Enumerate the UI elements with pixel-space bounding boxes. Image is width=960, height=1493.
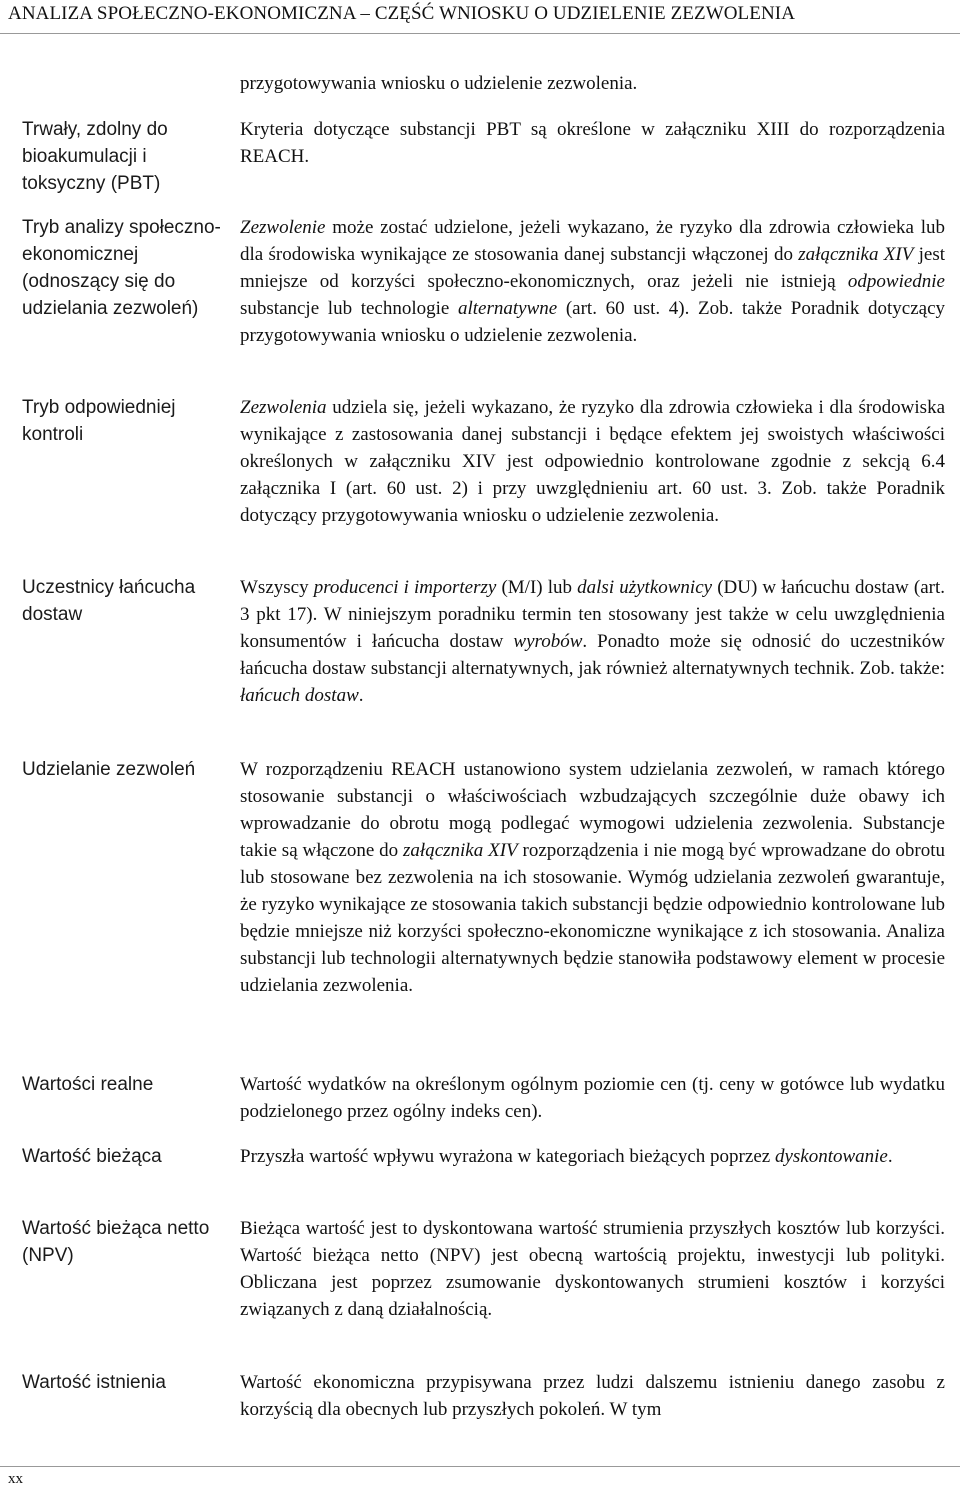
footer-divider [0,1466,960,1467]
definition-supply-chain-part: dalsi użytkownicy [577,577,713,598]
term-supply-chain-actors: Uczestnicy łańcucha dostaw [22,577,196,625]
definition-sea-route-part: może zostać udzielone, jeżeli wykazano, że ryzyko dla zdrowia człowieka lub dla środowiska wynikające ze stosowania danej substancji włączonej do [240,217,945,265]
definition-pbt: Kryteria dotyczące substancji PBT są określone w załączniku XIII do rozporządzenia REACH. [240,119,945,167]
definition-supply-chain-part: (DU) w łańcuchu dostaw (art. 3 pkt 17). W niniejszym poradniku termin ten stosowany jest także w celu uwzględnienia konsumentów i łańcucha dostaw [240,577,946,652]
term-sea-route: Tryb analizy społeczno-ekonomicznej (odnoszący się do udzielania zezwoleń) [22,217,221,319]
definition-supply-chain-part: łańcuch dostaw [240,685,359,706]
definition-sea-route-part: załącznika XIV [798,244,914,265]
definition-present-value-part: . [887,1146,893,1167]
definition-real-values: Wartość wydatków na określonym ogólnym poziomie cen (tj. ceny w gotówce lub wydatku podzielonego przez ogólny indeks cen). [240,1074,945,1122]
running-header: ANALIZA SPOŁECZNO-EKONOMICZNA – CZĘŚĆ WNIOSKU O UDZIELENIE ZEZWOLENIA [8,3,796,24]
definition-sea-route-part: Zezwolenie [240,217,326,238]
definition-authorisation-part: W rozporządzeniu REACH ustanowiono system udzielania zezwoleń, w ramach którego stosowanie substancji o właściwościach wzbudzających szczególnie duże obawy ich wprowadzanie do obrotu mogą podlegać wymogowi udzielenia zezwolenia. Substancje takie są włączone do [240,759,945,861]
definition-existence-value: Wartość ekonomiczna przypisywana przez ludzi dalszemu istnieniu danego zasobu z korzyścią dla obecnych lub przyszłych pokoleń. W tym [240,1372,945,1420]
term-adequate-control: Tryb odpowiedniej kontroli [22,397,176,445]
term-existence-value: Wartość istnienia [22,1372,166,1393]
definition-supply-chain-part: . Ponadto może się odnosić do uczestników łańcucha dostaw substancji alternatywnych, jak również alternatywnych technik. Zob. także: [240,631,945,679]
definition-sea-route-part: jest mniejsze od korzyści społeczno-ekonomicznych, oraz jeżeli nie istnieją [240,244,945,292]
definition-sea-route-part: substancje lub technologie [240,298,458,319]
term-authorisation: Udzielanie zezwoleń [22,759,196,780]
definition-adequate-control-part: udziela się, jeżeli wykazano, że ryzyko dla zdrowia człowieka i dla środowiska wynikające z zastosowania danej substancji i będące efektem jej swoistych właściwości określonych w załączniku XIV jest odpowiednio kontrolowane zgodnie z sekcją 6.4 załącznika I (art. 60 ust. 2) i przy uwzględnieniu art. 60 ust. 3. Zob. także Poradnik dotyczący przygotowywania wniosku o udzielenie zezwolenia. [240,397,945,526]
definition-supply-chain-part: (M/I) lub [496,577,578,598]
term-present-value: Wartość bieżąca [22,1146,162,1167]
term-pbt: Trwały, zdolny do bioakumulacji i toksyczny (PBT) [22,119,168,194]
definition-supply-chain-part: Wszyscy [240,577,314,598]
definition-present-value-part: Przyszła wartość wpływu wyrażona w kategoriach bieżących poprzez [240,1146,775,1167]
definition-present-value [240,1143,945,1170]
page-number: xx [8,1471,23,1487]
definition-present-value-part: dyskontowanie [774,1146,888,1167]
definition-npv: Bieżąca wartość jest to dyskontowana wartość strumienia przyszłych kosztów lub korzyści. Wartość bieżąca netto (NPV) jest obecną wartością projektu, inwestycji lub polityki. Obliczana jest poprzez zsumowanie dyskontowanych strumieni kosztów i korzyści związanych z daną działalnością. [240,1218,945,1320]
definition-sea-route-part: alternatywne [458,298,558,319]
header-divider [0,33,960,34]
definition-supply-chain-part: . [358,685,364,706]
definition-adequate-control-part: Zezwolenia [240,397,327,418]
definition-sea-route [240,214,945,349]
definition-authorisation [240,756,945,999]
definition-continuation: przygotowywania wniosku o udzielenie zezwolenia. [240,73,638,94]
definition-supply-chain-part: producenci i importerzy [313,577,497,598]
definition-supply-chain-actors [240,574,945,709]
definition-authorisation-part: załącznika XIV [403,840,518,861]
definition-supply-chain-part: wyrobów [513,631,583,652]
term-real-values: Wartości realne [22,1074,154,1095]
definition-sea-route-part: (art. 60 ust. 4). Zob. także Poradnik dotyczący przygotowywania wniosku o udzielenie zezwolenia. [240,298,946,346]
definition-authorisation-part: rozporządzenia i nie mogą być wprowadzane do obrotu lub stosowane bez zezwolenia na ich stosowanie. Wymóg udzielania zezwoleń gwarantuje, że ryzyko wynikające ze stosowania takich substancji będzie odpowiednio kontrolowane lub będzie mniejsze niż korzyści społeczno-ekonomiczne wynikające z ich stosowania. Analiza substancji lub technologii alternatywnych będzie stanowiła podstawowy element w procesie udzielania zezwolenia. [240,840,945,996]
definition-adequate-control [240,394,945,529]
term-npv: Wartość bieżąca netto (NPV) [22,1218,210,1266]
definition-sea-route-part: odpowiednie [847,271,945,292]
